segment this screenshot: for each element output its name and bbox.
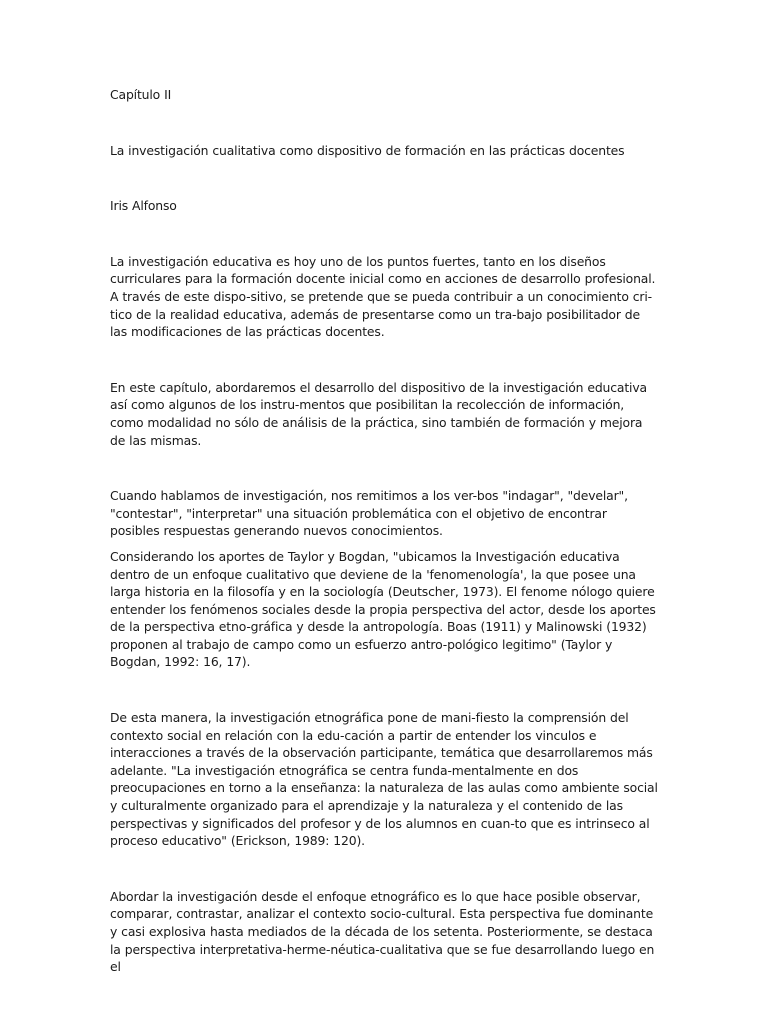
paragraph: Cuando hablamos de investigación, nos remitimos a los ver-bos "indagar", "develar", "contestar", "interpretar" una situación problemática con el objetivo de encontrar posibles respuestas generando nuevos conocimientos. [110, 488, 628, 539]
paragraph: En este capítulo, abordaremos el desarrollo del dispositivo de la investigación educativa así como algunos de los instru-mentos que posibilitan la recolección de información, como modalidad no sólo de análisis de la práctica, sino también de formación y mejora de las mismas. [110, 379, 647, 448]
document-body [110, 86, 658, 976]
chapter-heading: Capítulo II [110, 87, 172, 102]
paragraph: De esta manera, la investigación etnográfica pone de mani-fiesto la comprensión del contexto social en relación con la edu-cación a partir de entender los vinculos e interacciones a través de la observación participante, temática que desarrollaremos más adelante. "La investigación etnográfica se centra funda-mentalmente en dos preocupaciones en torno a la enseñanza: la naturaleza de las aulas como ambiente social y culturalmente organizado para el aprendizaje y la naturaleza y el contenido de las perspectivas y significados del profesor y de los alumnos en cuan-to que es intrinseco al proceso educativo" (Erickson, 1989: 120). [110, 710, 658, 849]
chapter-title: La investigación cualitativa como dispositivo de formación en las prácticas docentes [110, 142, 625, 158]
author-name: Iris Alfonso [110, 198, 177, 214]
paragraph: Abordar la investigación desde el enfoque etnográfico es lo que hace posible observar, comparar, contrastar, analizar el contexto socio-cultural. Esta perspectiva fue dominante y casi explosiva hasta mediados de la década de los setenta. Posteriormente, se destaca la perspectiva interpretativa-herme-néutica-cualitativa que se fue desarrollando luego en el [110, 888, 655, 975]
paragraph: La investigación educativa es hoy uno de los puntos fuertes, tanto en los diseños curriculares para la formación docente inicial como en acciones de desarrollo profesional. A través de este dispo-sitivo, se pretende que se pueda contribuir a un conocimiento cri-tico de la realidad educativa, además de presentarse como un tra-bajo posibilitador de las modificaciones de las prácticas docentes. [110, 253, 656, 340]
paragraph: Considerando los aportes de Taylor y Bogdan, "ubicamos la Investigación educativa dentro de un enfoque cualitativo que deviene de la 'fenomenología', la que posee una larga historia en la filosofía y en la sociología (Deutscher, 1973). El fenome nólogo quiere entender los fenómenos sociales desde la propia perspectiva del actor, desde los aportes de la perspectiva etno-gráfica y desde la antropología. Boas (1911) y Malinowski (1932) proponen al trabajo de campo como un esfuerzo antro-pológico legitimo" (Taylor y Bogdan, 1992: 16, 17). [110, 548, 656, 670]
